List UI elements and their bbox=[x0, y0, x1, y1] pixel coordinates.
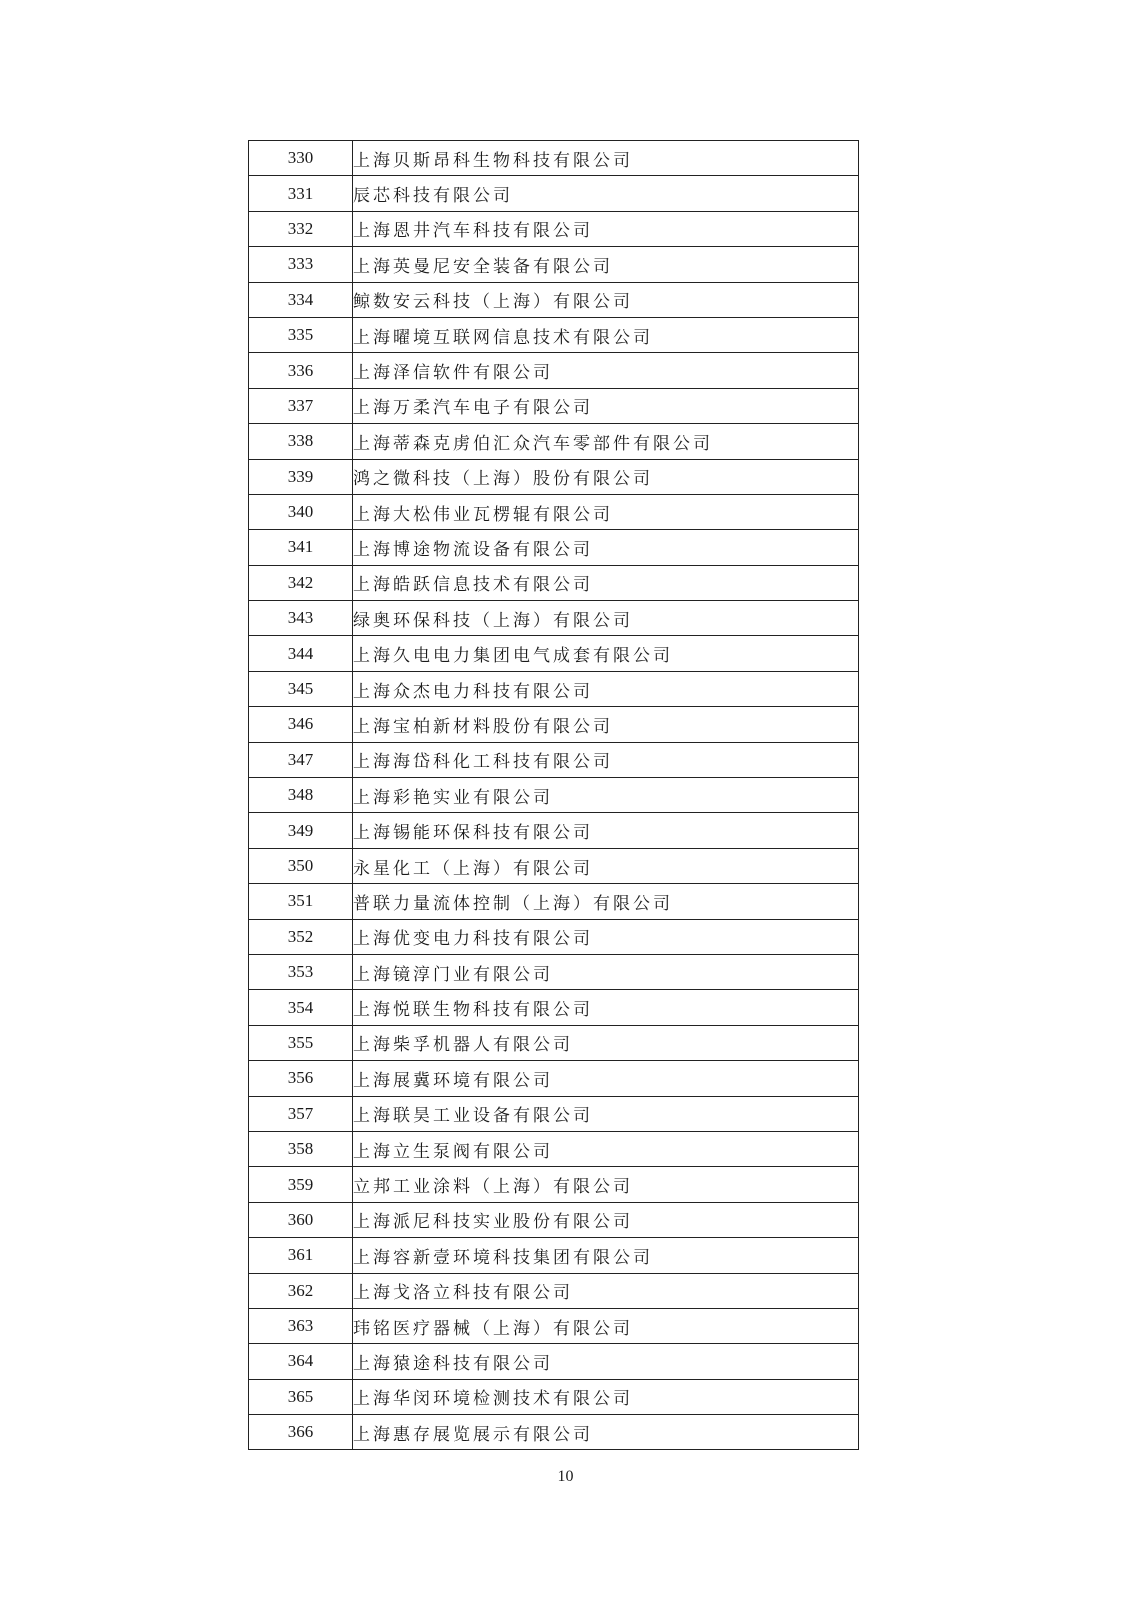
company-name: 上海派尼科技实业股份有限公司 bbox=[353, 1202, 859, 1237]
row-number: 340 bbox=[249, 494, 353, 529]
table-row bbox=[249, 884, 859, 919]
row-number: 342 bbox=[249, 565, 353, 600]
row-number: 365 bbox=[249, 1379, 353, 1414]
table-row bbox=[249, 530, 859, 565]
company-name: 上海众杰电力科技有限公司 bbox=[353, 671, 859, 706]
row-number: 357 bbox=[249, 1096, 353, 1131]
company-name: 上海联昊工业设备有限公司 bbox=[353, 1096, 859, 1131]
row-number: 361 bbox=[249, 1238, 353, 1273]
row-number: 348 bbox=[249, 778, 353, 813]
row-number: 345 bbox=[249, 671, 353, 706]
company-name: 上海华闵环境检测技术有限公司 bbox=[353, 1379, 859, 1414]
table-row bbox=[249, 211, 859, 246]
table-row bbox=[249, 459, 859, 494]
table-row bbox=[249, 636, 859, 671]
row-number: 332 bbox=[249, 211, 353, 246]
table-row bbox=[249, 1096, 859, 1131]
table-row bbox=[249, 1273, 859, 1308]
page-number: 10 bbox=[557, 1468, 574, 1485]
company-name: 辰芯科技有限公司 bbox=[353, 176, 859, 211]
row-number: 351 bbox=[249, 884, 353, 919]
company-name: 普联力量流体控制（上海）有限公司 bbox=[353, 884, 859, 919]
row-number: 356 bbox=[249, 1061, 353, 1096]
table-row bbox=[249, 671, 859, 706]
company-name: 上海大松伟业瓦楞辊有限公司 bbox=[353, 494, 859, 529]
company-name: 上海展冀环境有限公司 bbox=[353, 1061, 859, 1096]
company-name: 上海海岱科化工科技有限公司 bbox=[353, 742, 859, 777]
company-name: 上海悦联生物科技有限公司 bbox=[353, 990, 859, 1025]
table-row bbox=[249, 1238, 859, 1273]
row-number: 352 bbox=[249, 919, 353, 954]
table-row bbox=[249, 813, 859, 848]
company-name: 上海优变电力科技有限公司 bbox=[353, 919, 859, 954]
company-name: 上海宝柏新材料股份有限公司 bbox=[353, 707, 859, 742]
company-name: 上海皓跃信息技术有限公司 bbox=[353, 565, 859, 600]
company-name: 上海立生泵阀有限公司 bbox=[353, 1131, 859, 1166]
company-name: 上海久电电力集团电气成套有限公司 bbox=[353, 636, 859, 671]
company-name: 上海惠存展览展示有限公司 bbox=[353, 1415, 859, 1450]
table-row bbox=[249, 1344, 859, 1379]
company-name: 上海猿途科技有限公司 bbox=[353, 1344, 859, 1379]
row-number: 354 bbox=[249, 990, 353, 1025]
table-row bbox=[249, 601, 859, 636]
company-name: 上海贝斯昂科生物科技有限公司 bbox=[353, 141, 859, 176]
row-number: 343 bbox=[249, 601, 353, 636]
company-name: 上海泽信软件有限公司 bbox=[353, 353, 859, 388]
table-row bbox=[249, 1379, 859, 1414]
company-name: 立邦工业涂料（上海）有限公司 bbox=[353, 1167, 859, 1202]
table-row bbox=[249, 353, 859, 388]
row-number: 358 bbox=[249, 1131, 353, 1166]
table-row bbox=[249, 1131, 859, 1166]
row-number: 334 bbox=[249, 282, 353, 317]
table-row bbox=[249, 282, 859, 317]
table-row bbox=[249, 1308, 859, 1343]
company-name: 上海彩艳实业有限公司 bbox=[353, 778, 859, 813]
row-number: 333 bbox=[249, 247, 353, 282]
company-name: 上海博途物流设备有限公司 bbox=[353, 530, 859, 565]
company-name: 上海锡能环保科技有限公司 bbox=[353, 813, 859, 848]
table-row bbox=[249, 1167, 859, 1202]
company-list-table bbox=[248, 140, 859, 1450]
company-name: 绿奥环保科技（上海）有限公司 bbox=[353, 601, 859, 636]
table-row bbox=[249, 707, 859, 742]
company-name: 玮铭医疗器械（上海）有限公司 bbox=[353, 1308, 859, 1343]
table-row bbox=[249, 778, 859, 813]
company-name: 鸿之微科技（上海）股份有限公司 bbox=[353, 459, 859, 494]
table-row bbox=[249, 176, 859, 211]
company-name: 上海柴孚机器人有限公司 bbox=[353, 1025, 859, 1060]
row-number: 366 bbox=[249, 1415, 353, 1450]
company-name: 上海容新壹环境科技集团有限公司 bbox=[353, 1238, 859, 1273]
table-row bbox=[249, 388, 859, 423]
company-name: 上海曜境互联网信息技术有限公司 bbox=[353, 317, 859, 352]
table-row bbox=[249, 1415, 859, 1450]
table-row bbox=[249, 141, 859, 176]
row-number: 330 bbox=[249, 141, 353, 176]
row-number: 339 bbox=[249, 459, 353, 494]
table-row bbox=[249, 1025, 859, 1060]
table-row bbox=[249, 317, 859, 352]
company-name: 上海恩井汽车科技有限公司 bbox=[353, 211, 859, 246]
table-row bbox=[249, 919, 859, 954]
table-row bbox=[249, 424, 859, 459]
table-row bbox=[249, 954, 859, 989]
table-row bbox=[249, 990, 859, 1025]
row-number: 360 bbox=[249, 1202, 353, 1237]
row-number: 346 bbox=[249, 707, 353, 742]
table-row bbox=[249, 247, 859, 282]
company-name: 鲸数安云科技（上海）有限公司 bbox=[353, 282, 859, 317]
company-name: 上海蒂森克虏伯汇众汽车零部件有限公司 bbox=[353, 424, 859, 459]
row-number: 335 bbox=[249, 317, 353, 352]
row-number: 362 bbox=[249, 1273, 353, 1308]
row-number: 350 bbox=[249, 848, 353, 883]
company-list-body bbox=[249, 141, 859, 1450]
row-number: 364 bbox=[249, 1344, 353, 1379]
table-row bbox=[249, 565, 859, 600]
row-number: 353 bbox=[249, 954, 353, 989]
company-name: 上海戈洛立科技有限公司 bbox=[353, 1273, 859, 1308]
row-number: 347 bbox=[249, 742, 353, 777]
row-number: 331 bbox=[249, 176, 353, 211]
company-name: 永星化工（上海）有限公司 bbox=[353, 848, 859, 883]
table-row bbox=[249, 848, 859, 883]
row-number: 338 bbox=[249, 424, 353, 459]
company-name: 上海镜淳门业有限公司 bbox=[353, 954, 859, 989]
row-number: 341 bbox=[249, 530, 353, 565]
row-number: 344 bbox=[249, 636, 353, 671]
row-number: 349 bbox=[249, 813, 353, 848]
row-number: 337 bbox=[249, 388, 353, 423]
company-name: 上海万柔汽车电子有限公司 bbox=[353, 388, 859, 423]
table-row bbox=[249, 1061, 859, 1096]
row-number: 355 bbox=[249, 1025, 353, 1060]
row-number: 336 bbox=[249, 353, 353, 388]
table-row bbox=[249, 494, 859, 529]
table-row bbox=[249, 1202, 859, 1237]
table-row bbox=[249, 742, 859, 777]
company-name: 上海英曼尼安全装备有限公司 bbox=[353, 247, 859, 282]
row-number: 359 bbox=[249, 1167, 353, 1202]
row-number: 363 bbox=[249, 1308, 353, 1343]
